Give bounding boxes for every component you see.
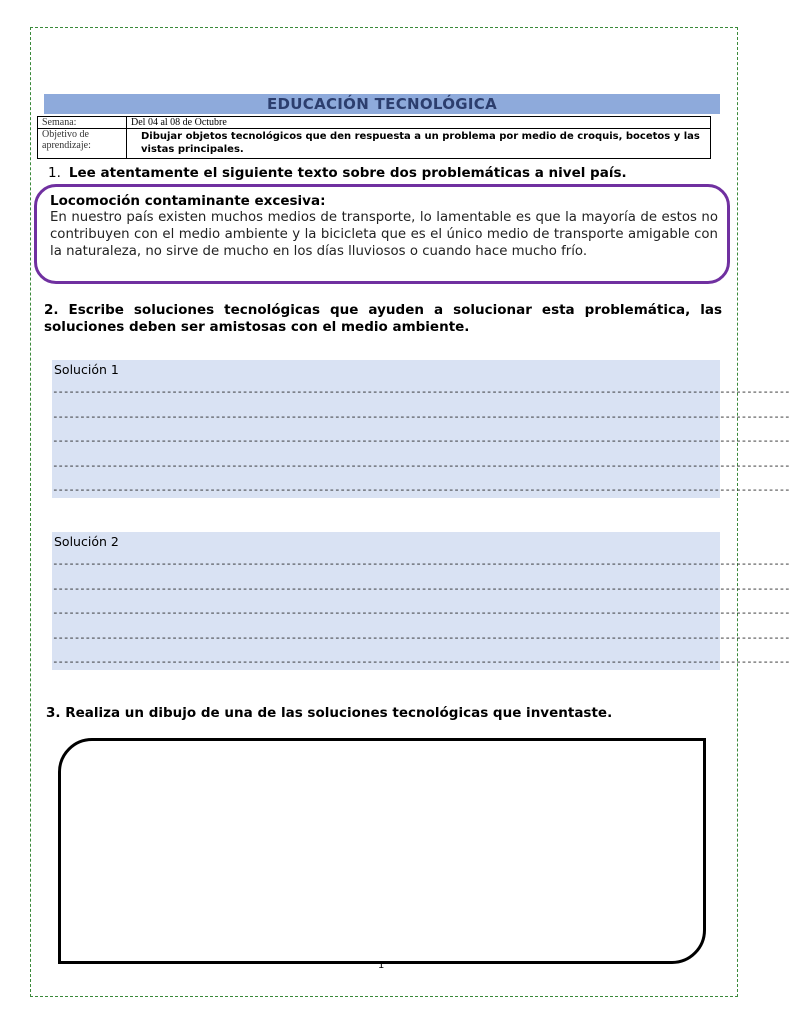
semana-label: Semana: [38, 117, 127, 129]
solution-1-box[interactable] [52, 360, 789, 498]
solution-2-label: Solución 2 [54, 534, 119, 549]
answer-line[interactable]: ---------------------------------------------------------------------------------------------------------------------------------------- [52, 557, 789, 570]
question-2: 2. Escribe soluciones tecnológicas que ayuden a solucionar esta problemática, las soluciones deben ser amistosas con el medio ambiente. [44, 302, 722, 335]
answer-line[interactable]: ---------------------------------------------------------------------------------------------------------------------------------------- [52, 630, 789, 644]
solution-2-box[interactable] [52, 532, 789, 670]
answer-line[interactable]: ---------------------------------------------------------------------------------------------------------------------------------------- [52, 385, 789, 398]
info-table [37, 116, 711, 159]
answer-line[interactable]: ---------------------------------------------------------------------------------------------------------------------------------------- [52, 655, 789, 668]
objetivo-value: Dibujar objetos tecnológicos que den respuesta a un problema por medio de croquis, bocetos y las vistas principales. [127, 129, 711, 159]
semana-value: Del 04 al 08 de Octubre [127, 117, 711, 129]
answer-line[interactable]: ---------------------------------------------------------------------------------------------------------------------------------------- [52, 458, 789, 472]
reading-body: En nuestro país existen muchos medios de transporte, lo lamentable es que la mayoría de estos no contribuyen con el medio ambiente y la bicicleta que es el único medio de transporte amigable con la naturaleza, no sirve de mucho en los días lluviosos o cuando hace mucho frío. [50, 210, 718, 259]
answer-line[interactable]: ---------------------------------------------------------------------------------------------------------------------------------------- [52, 483, 789, 496]
question-1 [48, 165, 627, 181]
solution-1-label: Solución 1 [54, 362, 119, 377]
page-number: 1 [378, 960, 385, 971]
answer-line[interactable]: ---------------------------------------------------------------------------------------------------------------------------------------- [52, 581, 789, 595]
answer-line[interactable]: ---------------------------------------------------------------------------------------------------------------------------------------- [52, 409, 789, 423]
question-3: 3. Realiza un dibujo de una de las soluciones tecnológicas que inventaste. [46, 705, 613, 721]
answer-line[interactable]: ---------------------------------------------------------------------------------------------------------------------------------------- [52, 606, 789, 619]
reading-title: Locomoción contaminante excesiva: [50, 193, 326, 209]
objetivo-label: Objetivo de aprendizaje: [38, 129, 127, 159]
page-title: EDUCACIÓN TECNOLÓGICA [44, 94, 720, 114]
drawing-area[interactable] [58, 738, 706, 964]
question-1-number: 1. [48, 165, 61, 181]
answer-line[interactable]: ---------------------------------------------------------------------------------------------------------------------------------------- [52, 434, 789, 447]
question-1-text: Lee atentamente el siguiente texto sobre dos problemáticas a nivel país. [68, 165, 627, 181]
